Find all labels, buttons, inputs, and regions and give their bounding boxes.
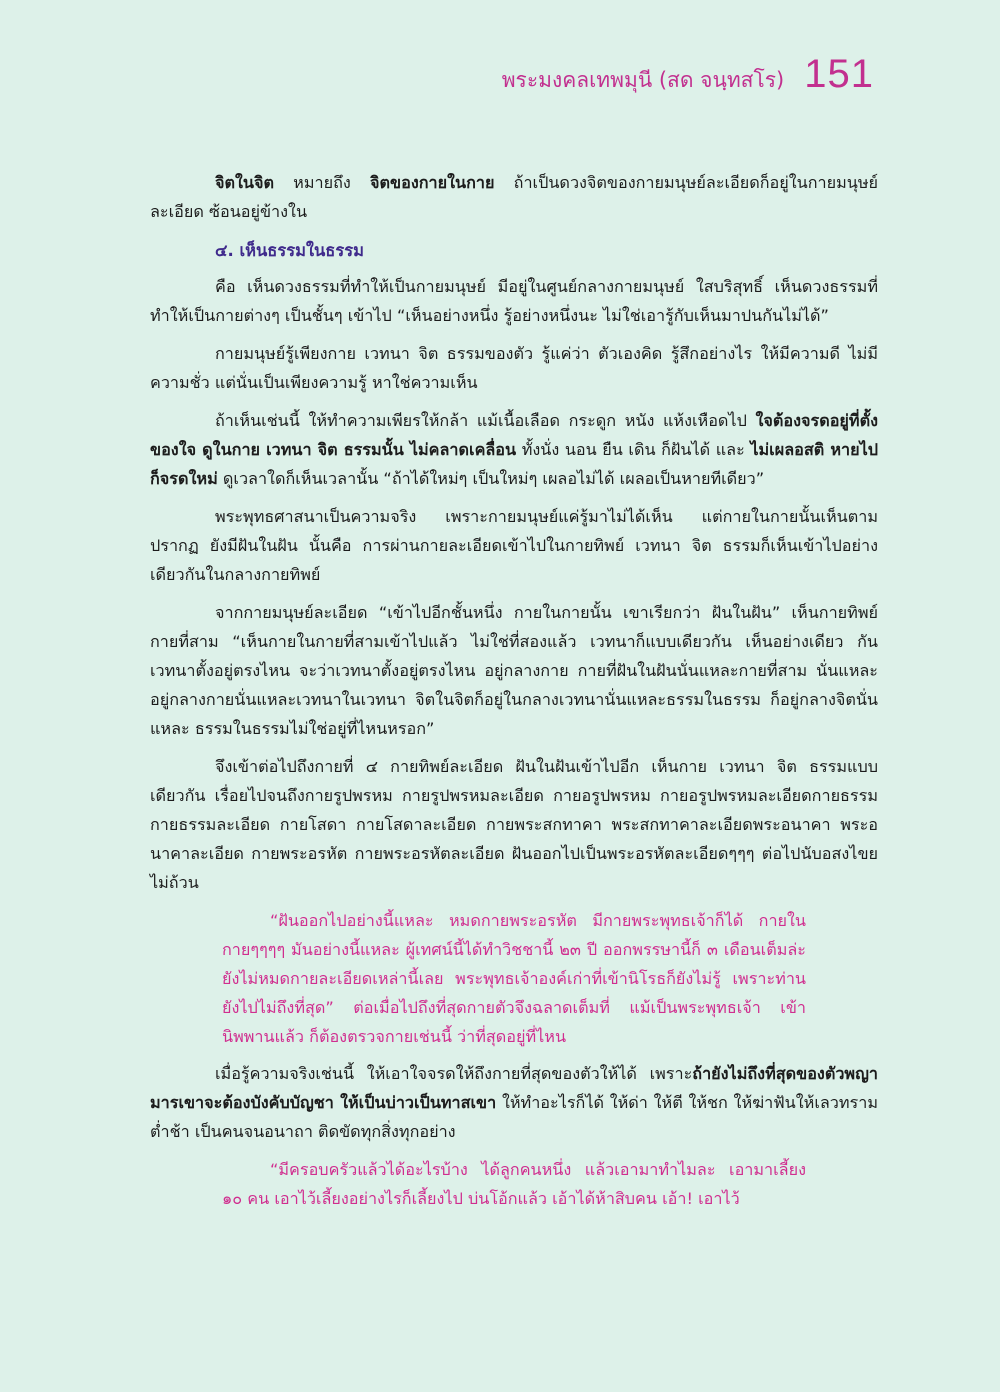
text-run: ทั้งนั่ง นอน ยืน เดิน ก็ฝันได้ และ xyxy=(516,440,751,459)
text-run: ดูเวลาใดก็เห็นเวลานั้น “ถ้าได้ใหม่ๆ เป็นใหม่ๆ เผลอไม่ได้ เผลอเป็นหายทีเดียว” xyxy=(217,469,765,488)
text-run: ถ้าเห็นเช่นนี้ ให้ทำความเพียรให้กล้า แม้เนื้อเลือด กระดูก หนัง แห้งเหือดไป xyxy=(215,411,756,430)
paragraph-1 xyxy=(150,168,878,226)
bold-term-citta: จิตในจิต xyxy=(215,173,274,192)
bold-phrase: ถ้ายังไม่ถึงที่สุดของตัวพญามารเขาจะต้องบังคับบัญชา ให้เป็นบ่าวเป็นทาสเขา xyxy=(150,1064,878,1112)
page-number: 151 xyxy=(804,52,874,96)
bold-phrase: ใจต้องจรดอยู่ที่ตั้งของใจ ดูในกาย เวทนา จิต ธรรมนั้น ไม่คลาดเคลื่อน xyxy=(150,411,878,459)
header-title: พระมงคลเทพมุนี (สด จนฺทสโร) xyxy=(501,68,785,92)
paragraph-4 xyxy=(150,406,878,493)
paragraph-6: จากกายมนุษย์ละเอียด “เข้าไปอีกชั้นหนึ่ง กายในกายนั้น เขาเรียกว่า ฝันในฝัน” เห็นกายทิพย์ กายที่สาม “เห็นกายในกายที่สามเข้าไปแล้ว ไม่ใช่ที่สองแล้ว เวทนาก็แบบเดียวกัน เห็นอย่างเดียว กัน เวทนาตั้งอยู่ตรงไหน จะว่าเวทนาตั้งอยู่ตรงไหน อยู่กลางกาย กายที่ฝันในฝันนั่นแหละกายที่สาม นั่นแหละอยู่กลางกายนั่นแหละเวทนาในเวทนา จิตในจิตก็อยู่ในกลางเวทนานั่นแหละธรรมในธรรม ก็อยู่กลางจิตนั่นแหละ ธรรมในธรรมไม่ใช่อยู่ที่ไหนหรอก” xyxy=(150,603,878,738)
quote-block-2: “มีครอบครัวแล้วได้อะไรบ้าง ได้ลูกคนหนึ่ง แล้วเอามาทำไมละ เอามาเลี้ยง ๑๐ คน เอาไว้เลี้ยงอย่างไรก็เลี้ยงไป บ่นโอ้กแล้ว เอ้าได้ห้าสิบคน เอ้า! เอาไว้ xyxy=(222,1160,806,1208)
quote-block-1: “ฝันออกไปอย่างนี้แหละ หมดกายพระอรหัต มีกายพระพุทธเจ้าก็ได้ กายในกายๆๆๆๆ มันอย่างนี้แหละ ผู้เทศน์นี้ได้ทำวิชชานี้ ๒๓ ปี ออกพรรษานี้ก็ ๓ เดือนเต็มล่ะ ยังไม่หมดกายละเอียดเหล่านี้เลย พระพุทธเจ้าองค์เก่าที่เข้านิโรธก็ยังไม่รู้ เพราะท่านยังไปไม่ถึงที่สุด” ต่อเมื่อไปถึงที่สุดกายตัวจึงฉลาดเต็มที่ แม้เป็นพระพุทธเจ้า เข้านิพพานแล้ว ก็ต้องตรวจกายเช่นนี้ ว่าที่สุดอยู่ที่ไหน xyxy=(222,911,806,1046)
paragraph-8 xyxy=(150,1059,878,1146)
bold-phrase: ไม่เผลอสติ หายไปก็จรดใหม่ xyxy=(150,440,878,488)
text-run: ให้ทำอะไรก็ได้ ให้ด่า ให้ตี ให้ชก ให้ฆ่าฟันให้เลวทรามต่ำช้า เป็นคนจนอนาถา ติดขัดทุกสิ่งทุกอย่าง xyxy=(150,1093,878,1141)
section-heading: ๔. เห็นธรรมในธรรม xyxy=(215,241,364,260)
running-header xyxy=(502,52,874,97)
paragraph-2: คือ เห็นดวงธรรมที่ทำให้เป็นกายมนุษย์ มีอยู่ในศูนย์กลางกายมนุษย์ ใสบริสุทธิ์ เห็นดวงธรรมที่ทำให้เป็นกายต่างๆ เป็นชั้นๆ เข้าไป “เห็นอย่างหนึ่ง รู้อย่างหนึ่งนะ ไม่ใช่เอารู้กับเห็นมาปนกันไม่ได้” xyxy=(150,277,878,325)
paragraph-3: กายมนุษย์รู้เพียงกาย เวทนา จิต ธรรมของตัว รู้แค่ว่า ตัวเองคิด รู้สึกอย่างไร ให้มีความดี ไม่มีความชั่ว แต่นั่นเป็นเพียงความรู้ หาใช่ความเห็น xyxy=(150,344,878,392)
body-text xyxy=(150,168,878,1213)
paragraph-5: พระพุทธศาสนาเป็นความจริง เพราะกายมนุษย์แค่รู้มาไม่ได้เห็น แต่กายในกายนั้นเห็นตามปรากฏ ยังมีฝันในฝัน นั้นคือ การผ่านกายละเอียดเข้าไปในกายทิพย์ เวทนา จิต ธรรมก็เห็นเข้าไปอย่างเดียวกันในกลางกายทิพย์ xyxy=(150,507,878,584)
text-run: หมายถึง xyxy=(273,173,371,192)
bold-term-citta-of-body: จิตของกายในกาย xyxy=(370,173,495,192)
paragraph-7: จึงเข้าต่อไปถึงกายที่ ๔ กายทิพย์ละเอียด ฝันในฝันเข้าไปอีก เห็นกาย เวทนา จิต ธรรมแบบเดียวกัน เรื่อยไปจนถึงกายรูปพรหม กายรูปพรหมละเอียด กายอรูปพรหม กายอรูปพรหมละเอียดกายธรรม กายธรรมละเอียด กายโสดา กายโสดาละเอียด กายพระสกทาคา พระสกทาคาละเอียดพระอนาคา พระอนาคาละเอียด กายพระอรหัต กายพระอรหัตละเอียด ฝันออกไปเป็นพระอรหัตละเอียดๆๆๆ ต่อไปนับอสงไขยไม่ถ้วน xyxy=(150,757,878,892)
text-run: เมื่อรู้ความจริงเช่นนี้ ให้เอาใจจรดให้ถึงกายที่สุดของตัวให้ได้ เพราะ xyxy=(215,1064,693,1083)
text-run: ถ้าเป็นดวงจิตของกายมนุษย์ละเอียดก็อยู่ในกายมนุษย์ละเอียด ซ้อนอยู่ข้างใน xyxy=(150,173,879,221)
